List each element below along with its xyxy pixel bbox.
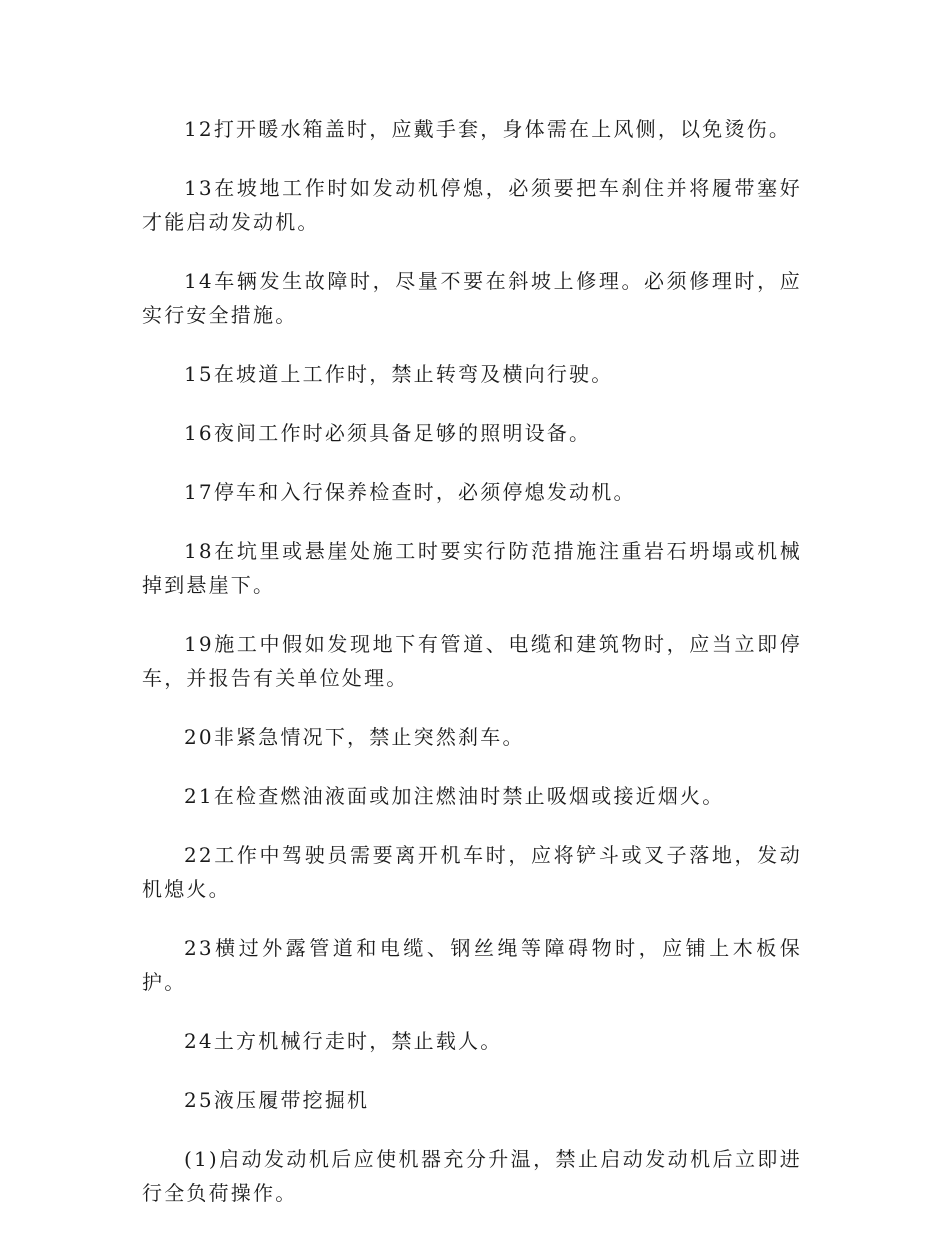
paragraph-item-18: 18在坑里或悬崖处施工时要实行防范措施注重岩石坍塌或机械掉到悬崖下。	[142, 539, 802, 597]
paragraph-item-12: 12打开暖水箱盖时，应戴手套，身体需在上风侧，以免烫伤。	[184, 117, 792, 141]
paragraph-item-17: 17停车和入行保养检查时，必须停熄发动机。	[184, 480, 636, 504]
document-body	[142, 112, 802, 1235]
paragraph-item-23: 23横过外露管道和电缆、钢丝绳等障碍物时，应铺上木板保护。	[142, 936, 802, 994]
paragraph-item-21: 21在检查燃油液面或加注燃油时禁止吸烟或接近烟火。	[184, 784, 725, 808]
paragraph-item-19: 19施工中假如发现地下有管道、电缆和建筑物时，应当立即停车，并报告有关单位处理。	[142, 632, 802, 690]
paragraph-subitem-1: (1)启动发动机后应使机器充分升温，禁止启动发动机后立即进行全负荷操作。	[142, 1147, 802, 1205]
paragraph-item-14: 14车辆发生故障时，尽量不要在斜坡上修理。必须修理时，应实行安全措施。	[142, 269, 802, 327]
paragraph-item-16: 16夜间工作时必须具备足够的照明设备。	[184, 421, 592, 445]
paragraph-item-24: 24土方机械行走时，禁止载人。	[184, 1029, 503, 1053]
paragraph-item-15: 15在坡道上工作时，禁止转弯及横向行驶。	[184, 362, 614, 386]
paragraph-item-13: 13在坡地工作时如发动机停熄，必须要把车刹住并将履带塞好才能启动发动机。	[142, 176, 802, 234]
paragraph-item-22: 22工作中驾驶员需要离开机车时，应将铲斗或叉子落地，发动机熄火。	[142, 843, 802, 901]
paragraph-item-20: 20非紧急情况下，禁止突然刹车。	[184, 725, 525, 749]
paragraph-item-25-heading: 25液压履带挖掘机	[184, 1088, 370, 1112]
